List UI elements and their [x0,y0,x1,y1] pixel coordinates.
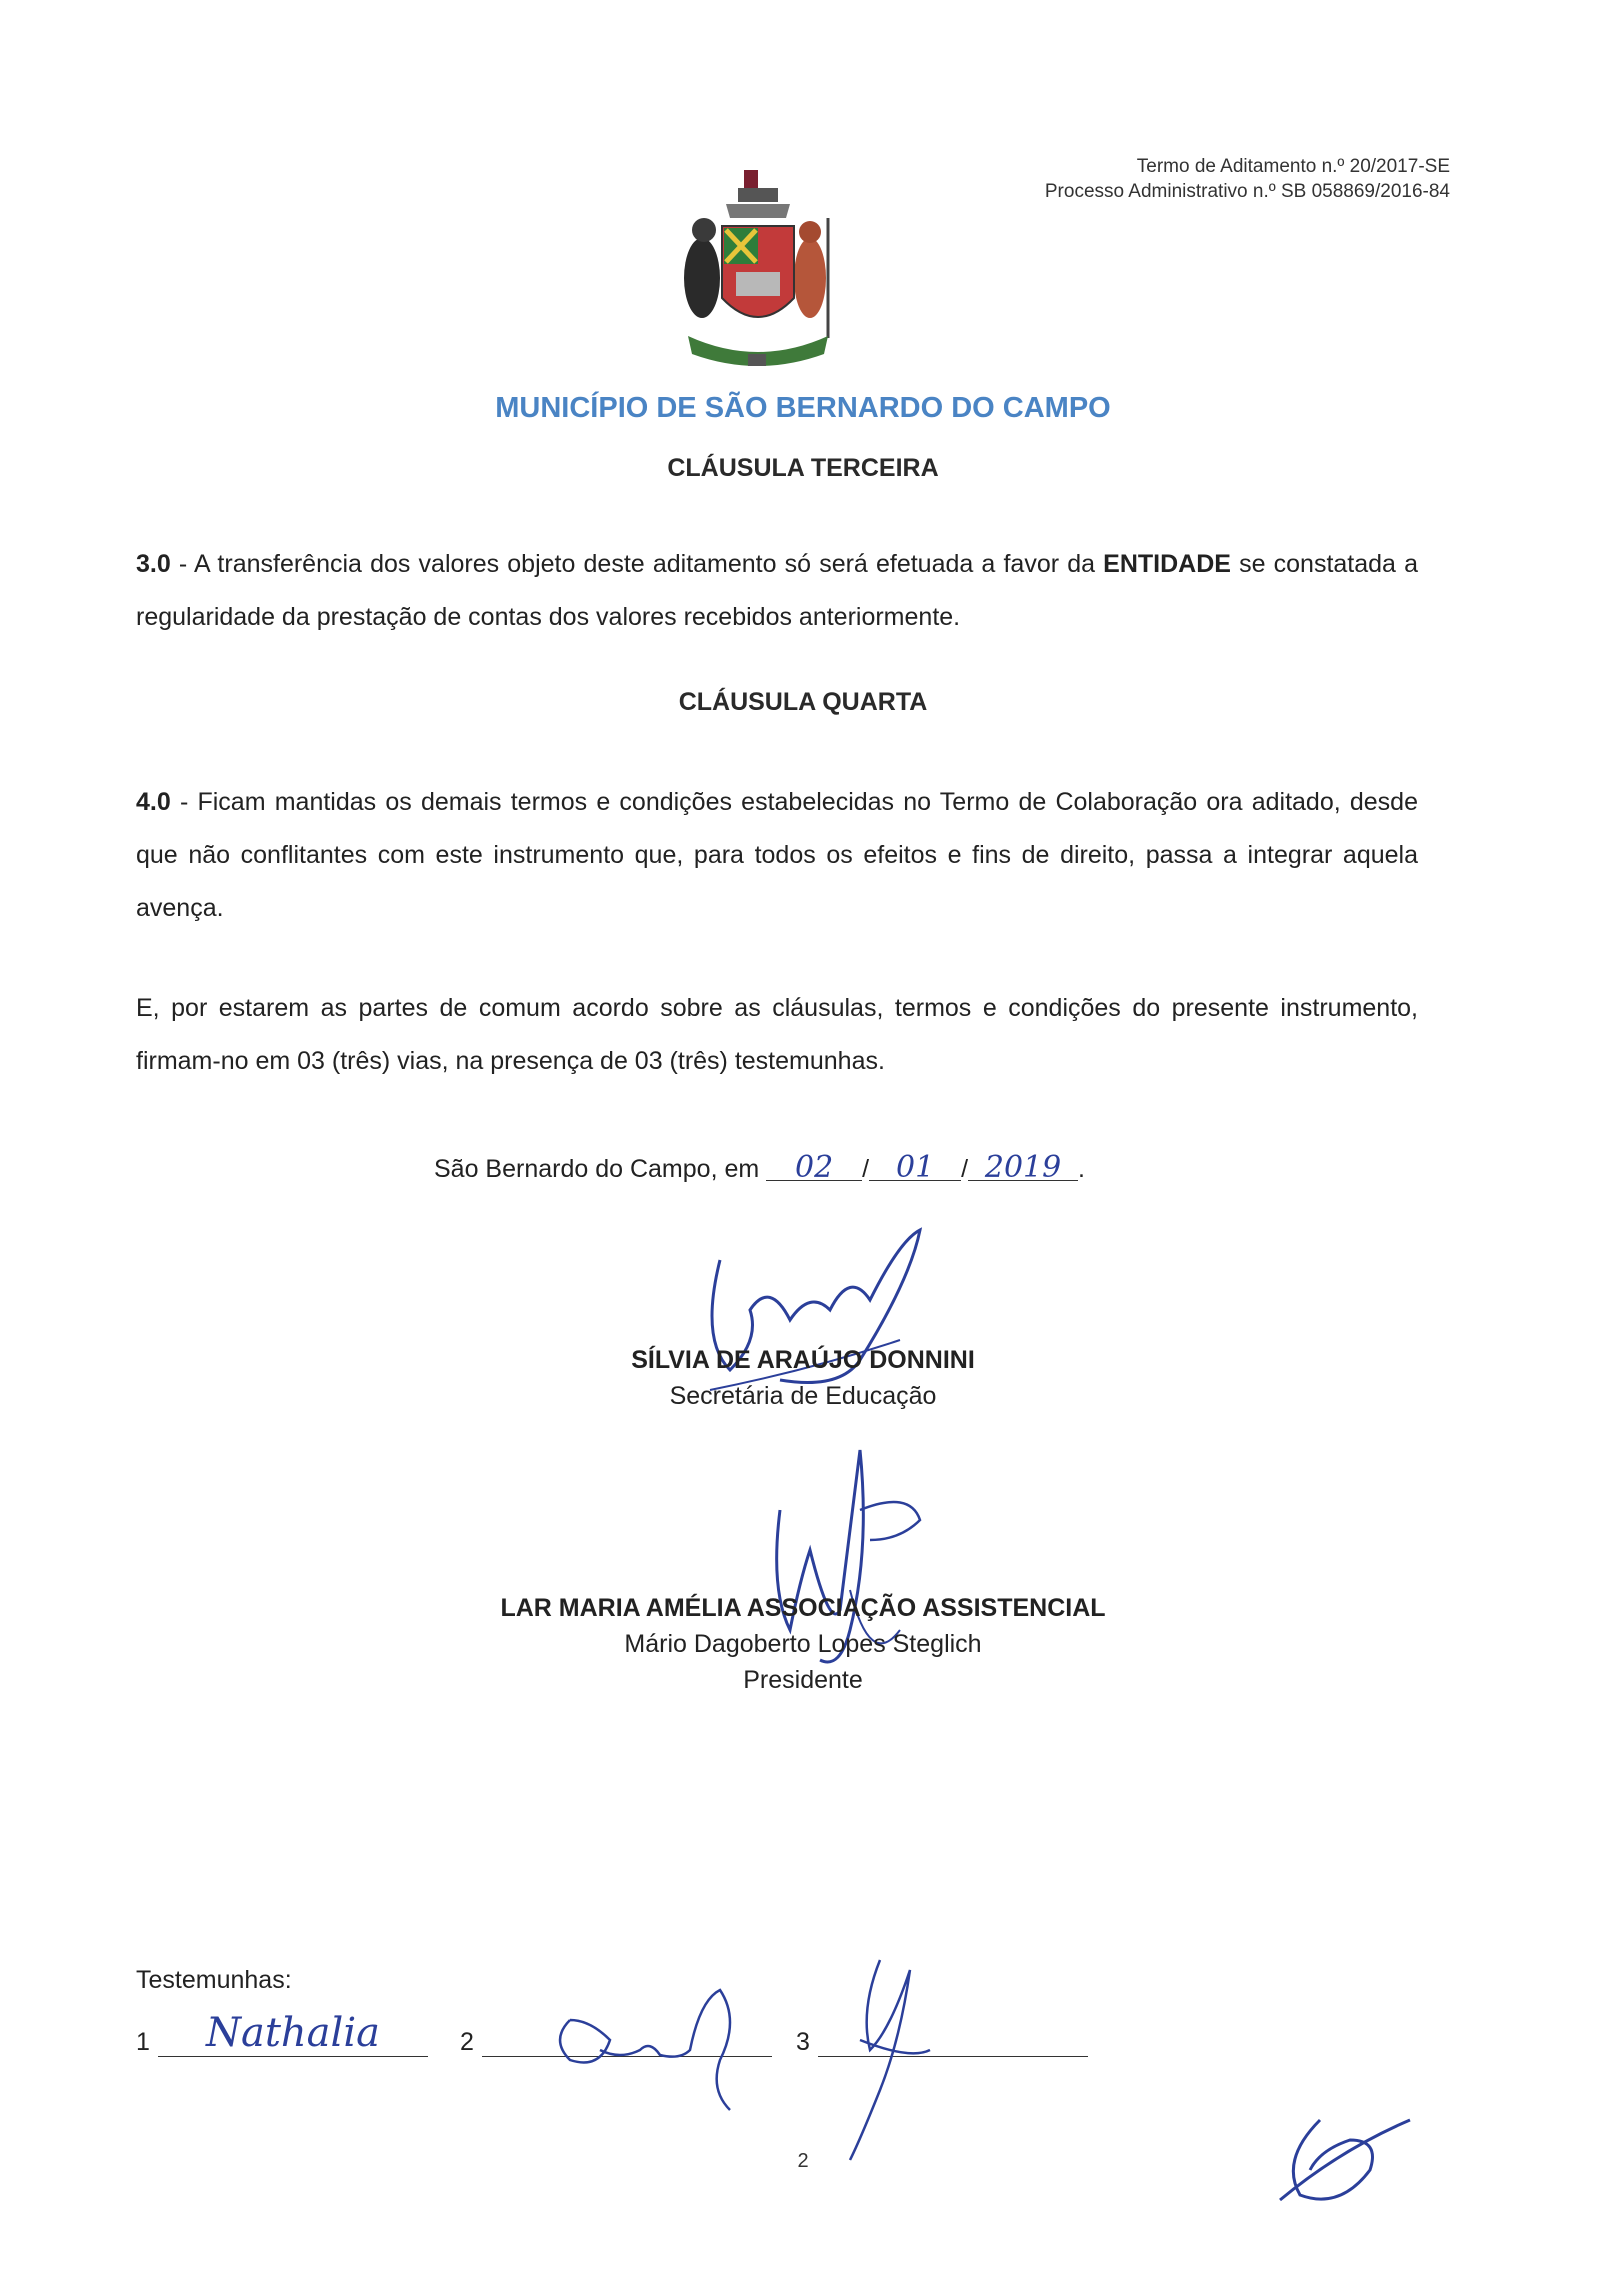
clause3-text-b: se constatada a regularidade da prestação de contas dos valores recebidos anteriormente. [136,550,1418,631]
clause3-text-a: - A transferência dos valores objeto deste aditamento só será efetuada a favor da [170,550,1104,578]
witness-1-number: 1 [136,2028,150,2056]
clause4-paragraph [136,776,1418,935]
date-prefix: São Bernardo do Campo, em [434,1155,760,1183]
date-year: 2019 [984,1150,1062,1185]
date-day: 02 [795,1150,834,1185]
witness-2-signature-icon [540,1960,760,2120]
page-number: 2 [797,2150,809,2172]
clause3-paragraph [136,538,1418,644]
witness-1-signature: Nathalia [206,2010,380,2056]
signatory1-name: SÍLVIA DE ARAÚJO DONNINI [631,1346,975,1374]
reference-block [1045,154,1450,204]
clause4-text: - Ficam mantidas os demais termos e condições estabelecidas no Termo de Colaboração ora aditado, desde que não conflitantes com este instrumento que, para todos os efeitos e fins de direito, passa a integrar aquela avença. [136,788,1418,922]
entity-word: ENTIDADE [1103,550,1231,578]
signatory2-block [0,1590,1606,1698]
amendment-number: Termo de Aditamento n.º 20/2017-SE [1136,156,1450,177]
witness-1-line [158,2056,428,2057]
signatory2-name: Mário Dagoberto Lopes Steglich [624,1630,982,1658]
date-separator: / [961,1155,969,1183]
date-end: . [1078,1155,1085,1183]
signatory1-block [0,1342,1606,1414]
witness-2-number: 2 [460,2028,474,2056]
municipality-title: MUNICÍPIO DE SÃO BERNARDO DO CAMPO [495,392,1111,424]
signatory1-role: Secretária de Educação [669,1382,937,1410]
witnesses-label: Testemunhas: [136,1966,292,1994]
date-separator: / [862,1155,870,1183]
clause4-number: 4.0 [136,788,171,816]
date-month: 01 [896,1150,935,1185]
witness-3-number: 3 [796,2028,810,2056]
coat-of-arms-icon [678,168,838,368]
clause4-heading: CLÁUSULA QUARTA [678,688,928,716]
signatory2-role: Presidente [743,1666,863,1694]
witness-3-signature-icon [820,1950,980,2170]
process-number: Processo Administrativo n.º SB 058869/2016-84 [1044,181,1450,202]
closing-paragraph: E, por estarem as partes de comum acordo sobre as cláusulas, termos e condições do presente instrumento, firmam-no em 03 (três) vias, na presença de 03 (três) testemunhas. [136,994,1418,1075]
signatory2-org: LAR MARIA AMÉLIA ASSOCIAÇÃO ASSISTENCIAL [500,1594,1106,1622]
date-line [434,1150,1085,1184]
clause3-number: 3.0 [136,550,171,578]
clause3-heading: CLÁUSULA TERCEIRA [667,454,939,482]
